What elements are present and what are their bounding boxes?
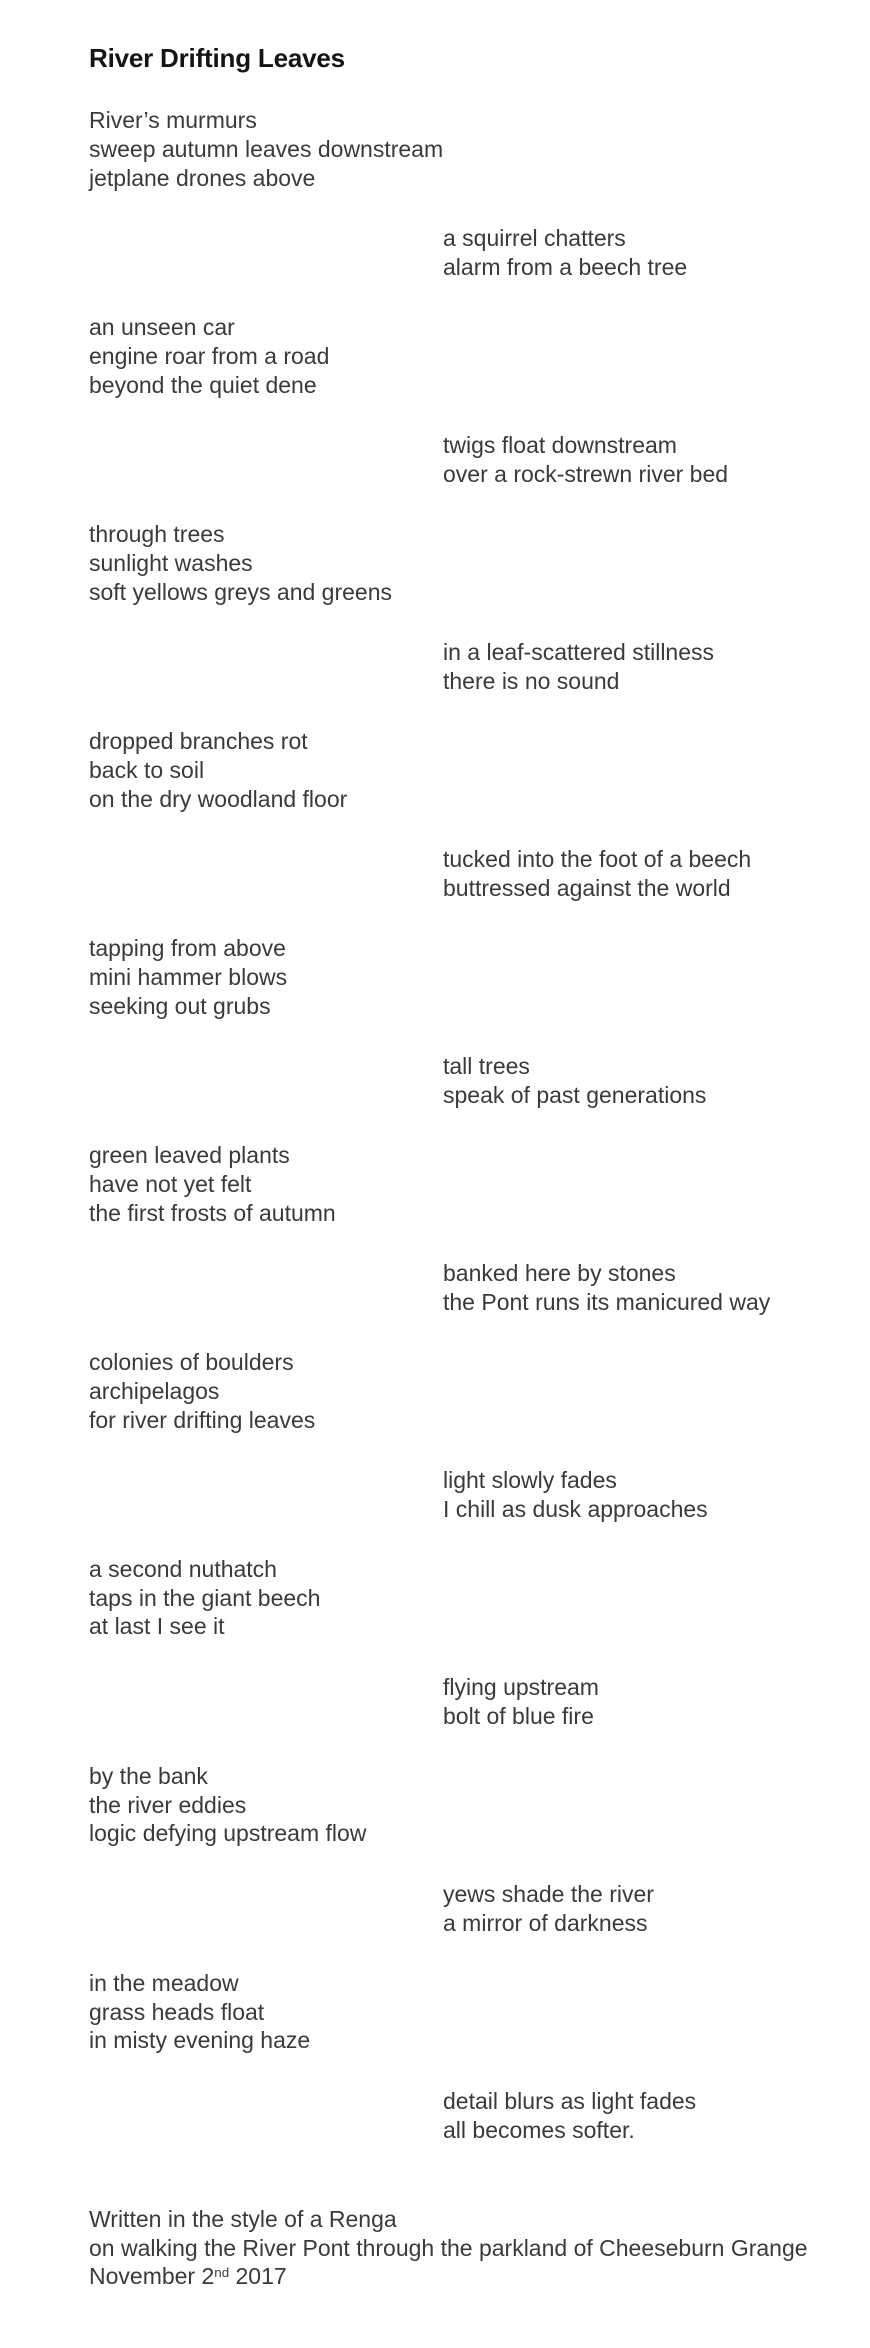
poem-line: mini hammer blows (89, 963, 288, 990)
poem-line: buttressed against the world (443, 874, 731, 901)
poem-line: over a rock-strewn river bed (443, 460, 729, 487)
poem-line: seeking out grubs (89, 992, 271, 1019)
stanza-indented (443, 1880, 830, 1938)
stanza (89, 727, 830, 813)
colophon (89, 2205, 830, 2291)
poem-line: a second nuthatch (89, 1555, 277, 1582)
poem-line: at last I see it (89, 1613, 225, 1640)
poem-line: detail blurs as light fades (443, 2087, 697, 2114)
poem-line: in the meadow (89, 1969, 239, 1996)
stanza (89, 1141, 830, 1227)
stanza-indented (443, 845, 830, 903)
poem-line: have not yet felt (89, 1170, 252, 1197)
stanza-indented (443, 638, 830, 696)
poem-line: grass heads float (89, 1998, 265, 2025)
poem-line: beyond the quiet dene (89, 371, 317, 398)
poem-line: bolt of blue fire (443, 1702, 594, 1729)
poem-line: dropped branches rot (89, 727, 308, 754)
poem-line: alarm from a beech tree (443, 253, 688, 280)
poem-line: speak of past generations (443, 1081, 707, 1108)
poem-line: by the bank (89, 1762, 208, 1789)
poem-line: sweep autumn leaves downstream (89, 135, 444, 162)
poem-line: River’s murmurs (89, 107, 257, 133)
poem-line: the Pont runs its manicured way (443, 1288, 771, 1315)
stanza-indented (443, 431, 830, 489)
stanza (89, 520, 830, 606)
poem-line: banked here by stones (443, 1259, 676, 1286)
poem-line: twigs float downstream (443, 431, 677, 458)
poem-line: sunlight washes (89, 549, 253, 576)
stanza (89, 106, 830, 192)
poem-line: green leaved plants (89, 1141, 290, 1168)
stanza-indented (443, 2087, 830, 2145)
stanza-indented (443, 1052, 830, 1110)
stanza (89, 1969, 830, 2055)
poem-line: the first frosts of autumn (89, 1199, 336, 1226)
stanza (89, 1762, 830, 1848)
date-suffix: 2017 (229, 2263, 287, 2290)
stanza (89, 934, 830, 1020)
poem-line: tucked into the foot of a beech (443, 845, 752, 872)
poem-line: for river drifting leaves (89, 1406, 316, 1433)
poem-line: archipelagos (89, 1377, 220, 1404)
poem-line: through trees (89, 520, 225, 547)
poem-line: logic defying upstream flow (89, 1820, 367, 1847)
poem-line: tall trees (443, 1052, 530, 1079)
stanza-indented (443, 224, 830, 282)
poem-line: a squirrel chatters (443, 224, 626, 251)
poem-title: River Drifting Leaves (89, 43, 345, 73)
poem-line: back to soil (89, 756, 205, 783)
poem-line: colonies of boulders (89, 1348, 294, 1375)
poem-line: taps in the giant beech (89, 1584, 321, 1611)
poem-line: in a leaf-scattered stillness (443, 638, 715, 665)
stanza (89, 1348, 830, 1434)
poem-line: yews shade the river (443, 1880, 654, 1907)
date-ordinal-superscript: nd (214, 2265, 230, 2281)
poem-line: jetplane drones above (89, 164, 316, 191)
poem-line: the river eddies (89, 1791, 247, 1818)
poem-line: engine roar from a road (89, 342, 330, 369)
poem-line: on the dry woodland floor (89, 785, 348, 812)
date-prefix: November 2 (89, 2263, 215, 2290)
poem-line: a mirror of darkness (443, 1909, 648, 1936)
stanza-indented (443, 1466, 830, 1524)
colophon-line-style: Written in the style of a Renga (89, 2205, 397, 2232)
poem-line: light slowly fades (443, 1466, 617, 1493)
poem-line: soft yellows greys and greens (89, 578, 392, 605)
poem-line: there is no sound (443, 667, 620, 694)
poem-line: in misty evening haze (89, 2027, 311, 2054)
stanza-indented (443, 1259, 830, 1317)
poem-line: all becomes softer. (443, 2116, 635, 2143)
poem-line: I chill as dusk approaches (443, 1495, 708, 1522)
stanza (89, 1555, 830, 1641)
poem-line: tapping from above (89, 934, 286, 961)
poem-line: an unseen car (89, 313, 235, 340)
stanza-indented (443, 1673, 830, 1731)
colophon-line-occasion: on walking the River Pont through the parkland of Cheeseburn Grange (89, 2234, 808, 2261)
stanza (89, 313, 830, 399)
colophon-line-date (89, 2262, 830, 2291)
poem-line: flying upstream (443, 1673, 599, 1700)
poem-body (89, 106, 830, 2144)
